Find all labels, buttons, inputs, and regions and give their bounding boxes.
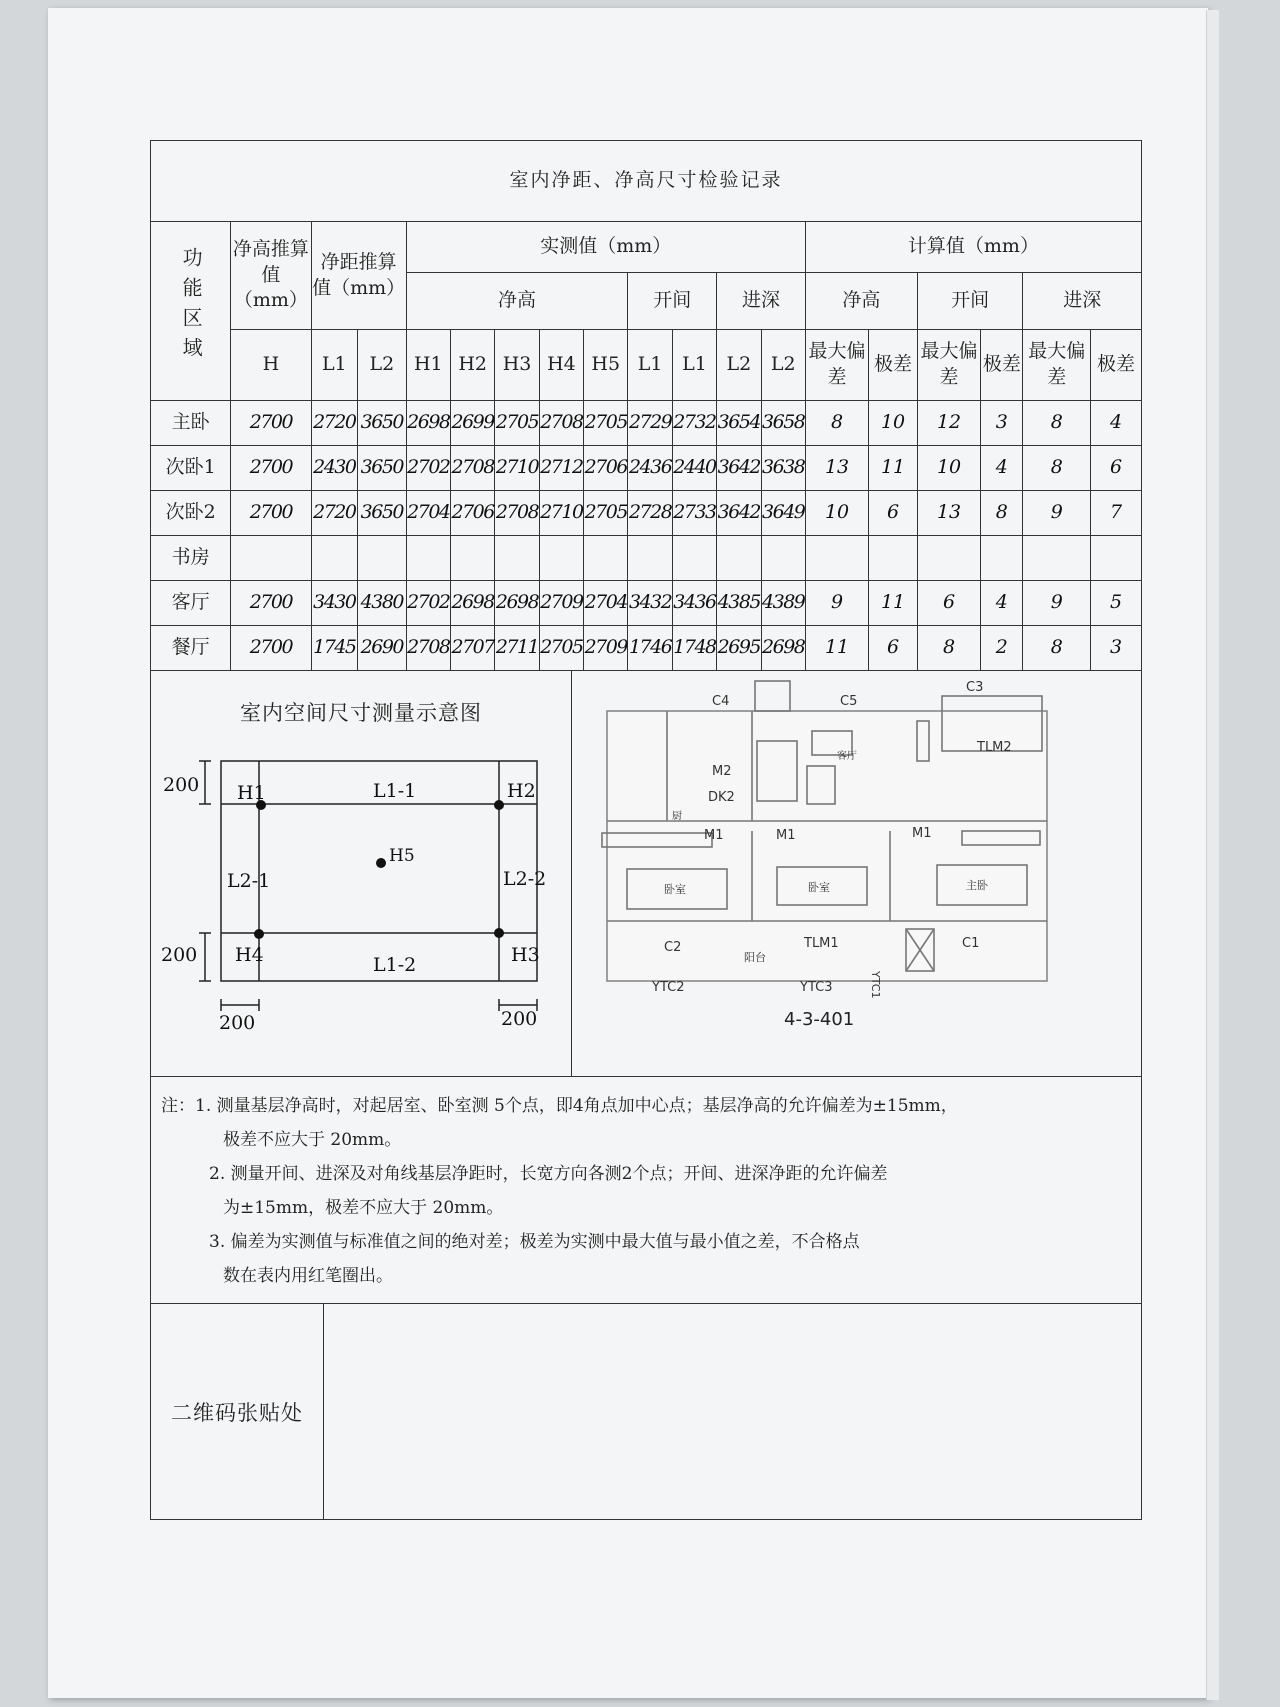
dim-200-top: 200 — [163, 774, 200, 796]
floor-plan — [572, 671, 1141, 1076]
floor-plan-svg — [572, 671, 1142, 1076]
cell-computed: 8 — [1023, 446, 1091, 491]
cell-L1-estimate — [311, 536, 357, 581]
computed-jinshen-header: 进深 — [1023, 273, 1142, 330]
diagram-section — [150, 671, 1142, 1077]
cell-measured — [451, 536, 495, 581]
cell-computed: 5 — [1091, 581, 1142, 626]
cell-measured: 2440 — [672, 446, 716, 491]
col-H5: H5 — [584, 330, 628, 401]
dim-200-right: 200 — [501, 1008, 538, 1030]
col-H1: H1 — [406, 330, 450, 401]
cell-measured: 2705 — [539, 626, 583, 671]
cell-L2-estimate: 2690 — [358, 626, 407, 671]
cell-computed: 10 — [805, 491, 868, 536]
plan-bed2: 卧室 — [808, 881, 830, 894]
col-maxdev-height: 最大偏差 — [805, 330, 868, 401]
cell-computed: 8 — [1023, 626, 1091, 671]
col-m-L2a: L2 — [717, 330, 761, 401]
label-L2-1: L2-1 — [227, 870, 271, 892]
computed-kaijian-header: 开间 — [917, 273, 1023, 330]
cell-measured — [584, 536, 628, 581]
cell-L2-estimate: 3650 — [358, 491, 407, 536]
cell-measured: 2698 — [761, 626, 805, 671]
cell-measured: 2706 — [584, 446, 628, 491]
plan-M2: M2 — [712, 764, 732, 779]
cell-computed: 6 — [917, 581, 980, 626]
cell-measured: 2710 — [495, 446, 539, 491]
col-L2: L2 — [358, 330, 407, 401]
dim-200-left: 200 — [219, 1012, 256, 1034]
cell-height-estimate: 2700 — [231, 581, 311, 626]
cell-computed: 2 — [981, 626, 1023, 671]
plan-living: 客厅 — [837, 751, 857, 762]
plan-YTC3: YTC3 — [800, 980, 833, 995]
cell-measured: 2698 — [451, 581, 495, 626]
cell-computed: 6 — [869, 491, 918, 536]
cell-measured: 2708 — [539, 401, 583, 446]
label-H2: H2 — [507, 780, 536, 802]
cell-computed: 4 — [981, 581, 1023, 626]
table-row — [151, 401, 1142, 446]
cell-L1-estimate: 1745 — [311, 626, 357, 671]
cell-L1-estimate: 3430 — [311, 581, 357, 626]
col-range-kaijian: 极差 — [981, 330, 1023, 401]
col-range-jinshen: 极差 — [1091, 330, 1142, 401]
label-L1-1: L1-1 — [373, 780, 417, 802]
label-H5: H5 — [389, 846, 415, 866]
cell-measured: 2732 — [672, 401, 716, 446]
cell-computed — [869, 536, 918, 581]
cell-measured: 3642 — [717, 446, 761, 491]
form-title: 室内净距、净高尺寸检验记录 — [151, 141, 1142, 222]
note-3b: 数在表内用红笔圈出。 — [223, 1266, 393, 1286]
cell-measured: 3638 — [761, 446, 805, 491]
cell-measured: 2704 — [584, 581, 628, 626]
table-row — [151, 581, 1142, 626]
cell-measured: 2705 — [584, 401, 628, 446]
area-header: 功能区域 — [151, 222, 231, 401]
inspection-form — [150, 140, 1142, 1520]
row-area-name: 书房 — [151, 536, 231, 581]
cell-L2-estimate: 3650 — [358, 446, 407, 491]
cell-measured: 3654 — [717, 401, 761, 446]
cell-computed: 9 — [805, 581, 868, 626]
cell-measured — [406, 536, 450, 581]
plan-balcony: 阳台 — [744, 951, 766, 964]
cell-measured: 2710 — [539, 491, 583, 536]
cell-measured: 2702 — [406, 581, 450, 626]
measured-jinshen-header: 进深 — [717, 273, 806, 330]
col-maxdev-jinshen: 最大偏差 — [1023, 330, 1091, 401]
cell-computed: 10 — [869, 401, 918, 446]
cell-computed: 11 — [869, 446, 918, 491]
col-m-L1a: L1 — [628, 330, 672, 401]
label-H1: H1 — [237, 782, 266, 804]
measured-height-header: 净高 — [406, 273, 628, 330]
cell-computed: 8 — [981, 491, 1023, 536]
cell-height-estimate: 2700 — [231, 401, 311, 446]
cell-height-estimate: 2700 — [231, 446, 311, 491]
cell-measured: 2706 — [451, 491, 495, 536]
row-area-name: 主卧 — [151, 401, 231, 446]
measured-header: 实测值（mm） — [406, 222, 805, 273]
cell-measured: 3658 — [761, 401, 805, 446]
plan-unit-number: 4-3-401 — [784, 1009, 855, 1030]
cell-measured — [539, 536, 583, 581]
col-m-L2b: L2 — [761, 330, 805, 401]
cell-measured: 2709 — [539, 581, 583, 626]
plan-master: 主卧 — [966, 879, 988, 892]
cell-L1-estimate: 2430 — [311, 446, 357, 491]
cell-height-estimate — [231, 536, 311, 581]
plan-TLM1: TLM1 — [804, 936, 839, 951]
plan-bed1: 卧室 — [664, 883, 686, 896]
cell-measured: 2705 — [495, 401, 539, 446]
cell-computed — [917, 536, 980, 581]
qr-label: 二维码张贴处 — [151, 1304, 324, 1519]
cell-computed — [1091, 536, 1142, 581]
cell-measured: 3436 — [672, 581, 716, 626]
cell-computed: 3 — [1091, 626, 1142, 671]
cell-measured — [495, 536, 539, 581]
record-table — [150, 140, 1142, 671]
cell-computed: 6 — [869, 626, 918, 671]
plan-M1-b: M1 — [776, 828, 796, 843]
cell-L2-estimate: 3650 — [358, 401, 407, 446]
measurement-diagram-svg — [151, 671, 571, 1076]
label-H3: H3 — [511, 944, 540, 966]
cell-measured — [761, 536, 805, 581]
note-2a: 2. 测量开间、进深及对角线基层净距时，长宽方向各测2个点；开间、进深净距的允许偏差 — [209, 1164, 888, 1184]
cell-L1-estimate: 2720 — [311, 491, 357, 536]
plan-DK2: DK2 — [708, 790, 735, 805]
row-area-name: 次卧2 — [151, 491, 231, 536]
cell-computed — [805, 536, 868, 581]
cell-L2-estimate: 4380 — [358, 581, 407, 626]
table-row — [151, 491, 1142, 536]
col-H3: H3 — [495, 330, 539, 401]
cell-measured: 2733 — [672, 491, 716, 536]
data-rows — [151, 401, 1142, 671]
cell-measured: 2695 — [717, 626, 761, 671]
cell-measured: 1748 — [672, 626, 716, 671]
cell-measured: 2698 — [406, 401, 450, 446]
cell-computed: 13 — [805, 446, 868, 491]
plan-C4: C4 — [712, 694, 730, 709]
cell-measured: 4389 — [761, 581, 805, 626]
cell-measured: 2702 — [406, 446, 450, 491]
plan-C1: C1 — [962, 936, 980, 951]
col-H: H — [231, 330, 311, 401]
cell-computed: 4 — [1091, 401, 1142, 446]
table-row — [151, 536, 1142, 581]
cell-measured: 2708 — [406, 626, 450, 671]
note-1a: 注：1. 测量基层净高时，对起居室、卧室测 5个点，即4角点加中心点；基层净高的允许偏差为±15mm， — [161, 1096, 958, 1116]
cell-measured — [628, 536, 672, 581]
note-1b: 极差不应大于 20mm。 — [223, 1130, 402, 1150]
cell-computed: 9 — [1023, 491, 1091, 536]
cell-measured: 2729 — [628, 401, 672, 446]
cell-height-estimate: 2700 — [231, 626, 311, 671]
cell-computed: 6 — [1091, 446, 1142, 491]
cell-computed — [1023, 536, 1091, 581]
cell-computed: 11 — [805, 626, 868, 671]
cell-measured: 3432 — [628, 581, 672, 626]
cell-measured: 2705 — [584, 491, 628, 536]
col-L1: L1 — [311, 330, 357, 401]
cell-computed: 13 — [917, 491, 980, 536]
table-row — [151, 446, 1142, 491]
cell-computed: 4 — [981, 446, 1023, 491]
cell-measured: 2707 — [451, 626, 495, 671]
cell-computed: 8 — [917, 626, 980, 671]
cell-measured: 2728 — [628, 491, 672, 536]
cell-computed: 8 — [805, 401, 868, 446]
cell-L2-estimate — [358, 536, 407, 581]
cell-computed: 8 — [1023, 401, 1091, 446]
cell-computed: 12 — [917, 401, 980, 446]
cell-measured: 2712 — [539, 446, 583, 491]
paper-stack-edge — [1206, 10, 1219, 1700]
cell-computed: 7 — [1091, 491, 1142, 536]
plan-M1-a: M1 — [704, 828, 724, 843]
cell-measured: 3649 — [761, 491, 805, 536]
plan-C5: C5 — [840, 694, 858, 709]
cell-L1-estimate: 2720 — [311, 401, 357, 446]
cell-computed: 10 — [917, 446, 980, 491]
cell-computed: 11 — [869, 581, 918, 626]
label-H4: H4 — [235, 944, 264, 966]
cell-measured: 2708 — [495, 491, 539, 536]
cell-measured: 2698 — [495, 581, 539, 626]
cell-measured — [672, 536, 716, 581]
cell-measured: 2708 — [451, 446, 495, 491]
cell-height-estimate: 2700 — [231, 491, 311, 536]
notes-section — [150, 1077, 1142, 1304]
label-L1-2: L1-2 — [373, 954, 417, 976]
distance-estimate-header: 净距推算值（mm） — [311, 222, 406, 330]
dim-200-bottom: 200 — [161, 944, 198, 966]
cell-measured — [717, 536, 761, 581]
plan-YTC2: YTC2 — [652, 980, 685, 995]
measured-kaijian-header: 开间 — [628, 273, 717, 330]
computed-height-header: 净高 — [805, 273, 917, 330]
note-2b: 为±15mm，极差不应大于 20mm。 — [223, 1198, 504, 1218]
cell-computed: 9 — [1023, 581, 1091, 626]
col-m-L1b: L1 — [672, 330, 716, 401]
plan-TLM2: TLM2 — [977, 740, 1012, 755]
row-area-name: 客厅 — [151, 581, 231, 626]
row-area-name: 餐厅 — [151, 626, 231, 671]
cell-measured: 2704 — [406, 491, 450, 536]
cell-measured: 3642 — [717, 491, 761, 536]
label-L2-2: L2-2 — [503, 868, 547, 890]
cell-measured: 1746 — [628, 626, 672, 671]
plan-kitchen: 厨 — [672, 811, 682, 822]
diagram-title: 室内空间尺寸测量示意图 — [240, 701, 482, 725]
cell-measured: 2711 — [495, 626, 539, 671]
plan-YTC1: YTC1 — [869, 971, 882, 999]
table-row — [151, 626, 1142, 671]
qr-section — [150, 1304, 1142, 1520]
plan-C3: C3 — [966, 680, 984, 695]
computed-header: 计算值（mm） — [805, 222, 1141, 273]
row-area-name: 次卧1 — [151, 446, 231, 491]
cell-computed: 3 — [981, 401, 1023, 446]
col-H2: H2 — [451, 330, 495, 401]
cell-measured: 2709 — [584, 626, 628, 671]
height-estimate-header: 净高推算值（mm） — [231, 222, 311, 330]
col-maxdev-kaijian: 最大偏差 — [917, 330, 980, 401]
cell-measured: 2436 — [628, 446, 672, 491]
measurement-diagram — [151, 671, 572, 1076]
note-3a: 3. 偏差为实测值与标准值之间的绝对差；极差为实测中最大值与最小值之差，不合格点 — [209, 1232, 860, 1252]
plan-M1-c: M1 — [912, 826, 932, 841]
col-range-height: 极差 — [869, 330, 918, 401]
plan-C2: C2 — [664, 940, 682, 955]
col-H4: H4 — [539, 330, 583, 401]
cell-measured: 2699 — [451, 401, 495, 446]
cell-measured: 4385 — [717, 581, 761, 626]
qr-paste-area — [324, 1304, 1141, 1519]
cell-computed — [981, 536, 1023, 581]
